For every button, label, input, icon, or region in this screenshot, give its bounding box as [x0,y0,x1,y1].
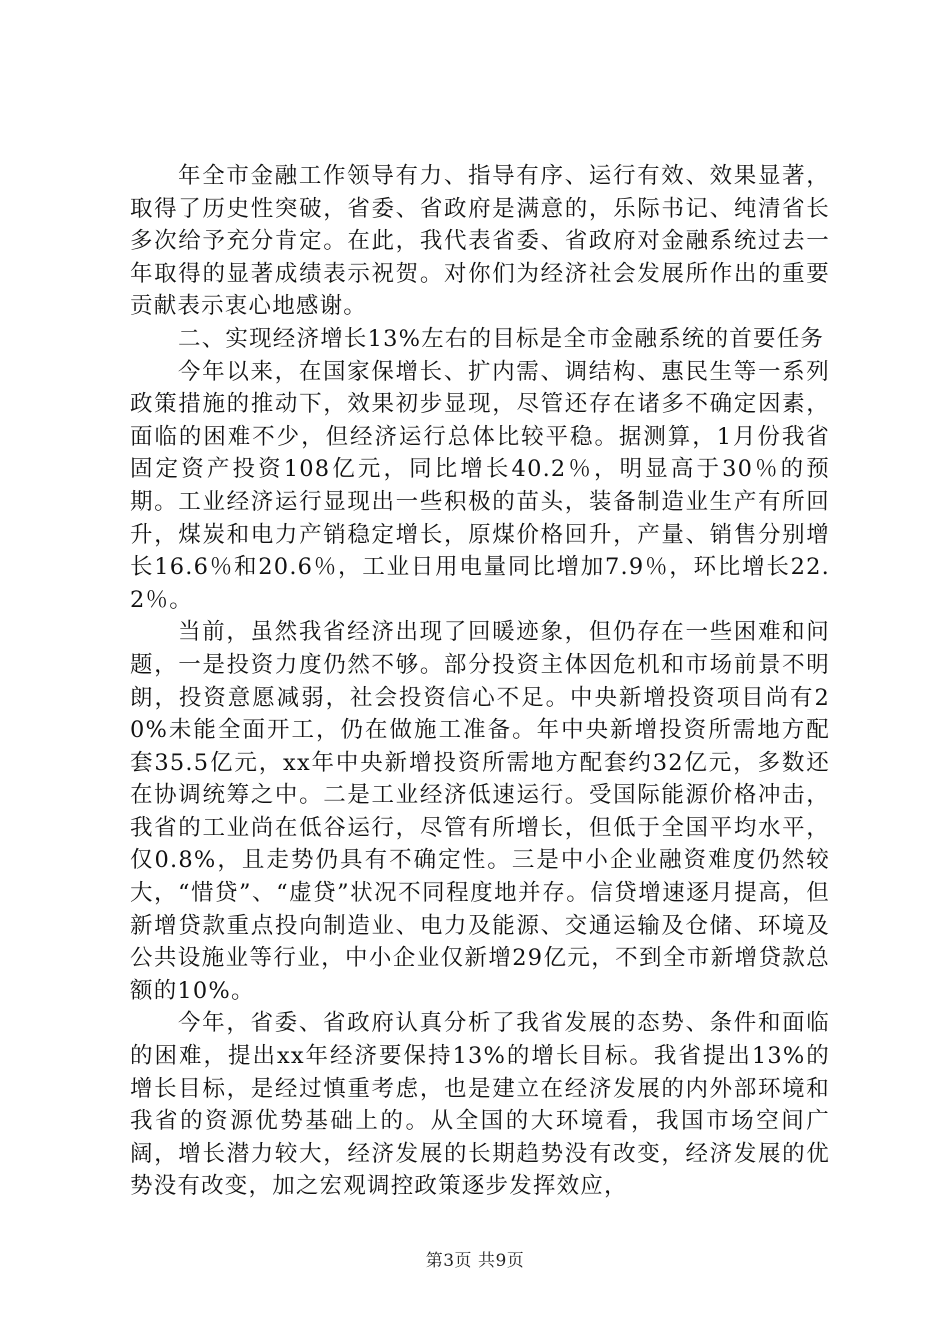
paragraph-3: 当前，虽然我省经济出现了回暖迹象，但仍存在一些困难和问题，一是投资力度仍然不够。部分投资主体因危机和市场前景不明朗，投资意愿减弱，社会投资信心不足。中央新增投资项目尚有20%未能全面开工，仍在做施工准备。年中央新增投资所需地方配套35.5亿元，xx年中央新增投资所需地方配套约32亿元，多数还在协调统筹之中。二是工业经济低速运行。受国际能源价格冲击，我省的工业尚在低谷运行，尽管有所增长，但低于全国平均水平，仅0.8%，且走势仍具有不确定性。三是中小企业融资难度仍然较大，“惜贷”、“虚贷”状况不同程度地并存。信贷增速逐月提高，但新增贷款重点投向制造业、电力及能源、交通运输及仓储、环境及公共设施业等行业，中小企业仅新增29亿元，不到全市新增贷款总额的10%。 [130,619,830,1004]
document-body [130,160,830,1203]
paragraph-1: 年全市金融工作领导有力、指导有序、运行有效、效果显著，取得了历史性突破，省委、省政府是满意的，乐际书记、纯清省长多次给予充分肯定。在此，我代表省委、省政府对金融系统过去一年取得的显著成绩表示祝贺。对你们为经济社会发展所作出的重要贡献表示衷心地感谢。 [130,163,830,320]
page-number-footer: 第3页 共9页 [425,1251,525,1271]
paragraph-2: 今年以来，在国家保增长、扩内需、调结构、惠民生等一系列政策措施的推动下，效果初步显现，尽管还存在诸多不确定因素，面临的困难不少，但经济运行总体比较平稳。据测算，1月份我省固定资产投资108亿元，同比增长40.2％，明显高于30％的预期。工业经济运行显现出一些积极的苗头，装备制造业生产有所回升，煤炭和电力产销稳定增长，原煤价格回升，产量、销售分别增长16.6％和20.6％，工业日用电量同比增加7.9％，环比增长22.2％。 [130,358,830,613]
paragraph-4: 今年，省委、省政府认真分析了我省发展的态势、条件和面临的困难，提出xx年经济要保持13%的增长目标。我省提出13%的增长目标，是经过慎重考虑，也是建立在经济发展的内外部环境和我省的资源优势基础上的。从全国的大环境看，我国市场空间广阔，增长潜力较大，经济发展的长期趋势没有改变，经济发展的优势没有改变，加之宏观调控政策逐步发挥效应， [130,1010,830,1200]
section-heading: 二、实现经济增长13%左右的目标是全市金融系统的首要任务 [178,325,825,352]
